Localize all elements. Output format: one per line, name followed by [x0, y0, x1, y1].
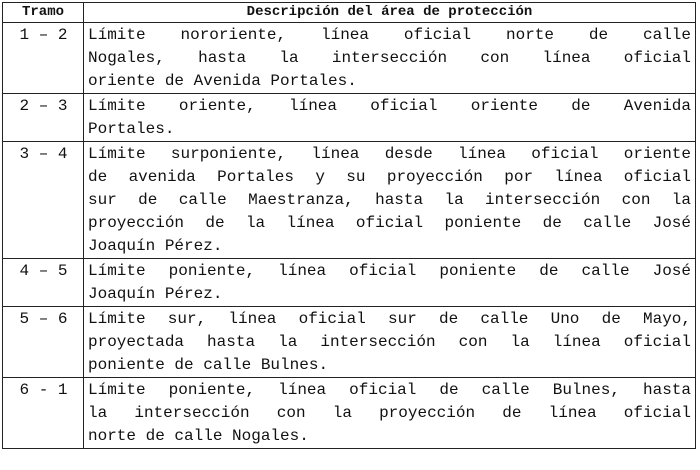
description-line: proyectada hasta la intersección con la línea oficial — [88, 333, 691, 351]
description-line: Joaquín Pérez. — [88, 285, 223, 303]
description-line: Portales. — [88, 120, 175, 138]
table-row — [3, 94, 696, 142]
tramo-cell: 5 – 6 — [3, 307, 84, 378]
description-line: Límite sur, línea oficial sur de calle Uno de Mayo, — [88, 310, 691, 328]
description-line: poniente de calle Bulnes. — [88, 356, 329, 374]
table-row — [3, 23, 696, 94]
description-cell — [84, 259, 696, 307]
description-line: sur de calle Maestranza, hasta la intersección con la — [88, 191, 691, 209]
header-row — [3, 3, 696, 23]
table-row — [3, 142, 696, 259]
description-line: Nogales, hasta la intersección con línea oficial — [88, 49, 691, 67]
description-line: Límite surponiente, línea desde línea oficial oriente — [88, 145, 691, 163]
description-cell — [84, 307, 696, 378]
description-cell — [84, 378, 696, 449]
tramo-cell: 4 – 5 — [3, 259, 84, 307]
description-line: Joaquín Pérez. — [88, 237, 223, 255]
description-line: norte de calle Nogales. — [88, 427, 309, 445]
header-tramo: Tramo — [3, 3, 84, 23]
description-line: la intersección con la proyección de línea oficial — [88, 404, 691, 422]
description-line: proyección de la línea oficial poniente de calle José — [88, 214, 691, 232]
description-line: de avenida Portales y su proyección por línea oficial — [88, 168, 691, 186]
description-line: Límite poniente, línea oficial de calle Bulnes, hasta — [88, 381, 691, 399]
header-descripcion: Descripción del área de protección — [84, 3, 696, 23]
tramo-cell: 2 – 3 — [3, 94, 84, 142]
tramo-cell: 6 - 1 — [3, 378, 84, 449]
protection-area-table — [2, 2, 696, 449]
description-line: oriente de Avenida Portales. — [88, 72, 357, 90]
table-row — [3, 378, 696, 449]
description-cell — [84, 23, 696, 94]
description-cell — [84, 142, 696, 259]
table-row — [3, 307, 696, 378]
tramo-cell: 3 – 4 — [3, 142, 84, 259]
description-cell — [84, 94, 696, 142]
table-row — [3, 259, 696, 307]
description-line: Límite poniente, línea oficial poniente de calle José — [88, 262, 691, 280]
description-line: Límite nororiente, línea oficial norte de calle — [88, 26, 691, 44]
tramo-cell: 1 – 2 — [3, 23, 84, 94]
description-line: Límite oriente, línea oficial oriente de Avenida — [88, 97, 691, 115]
